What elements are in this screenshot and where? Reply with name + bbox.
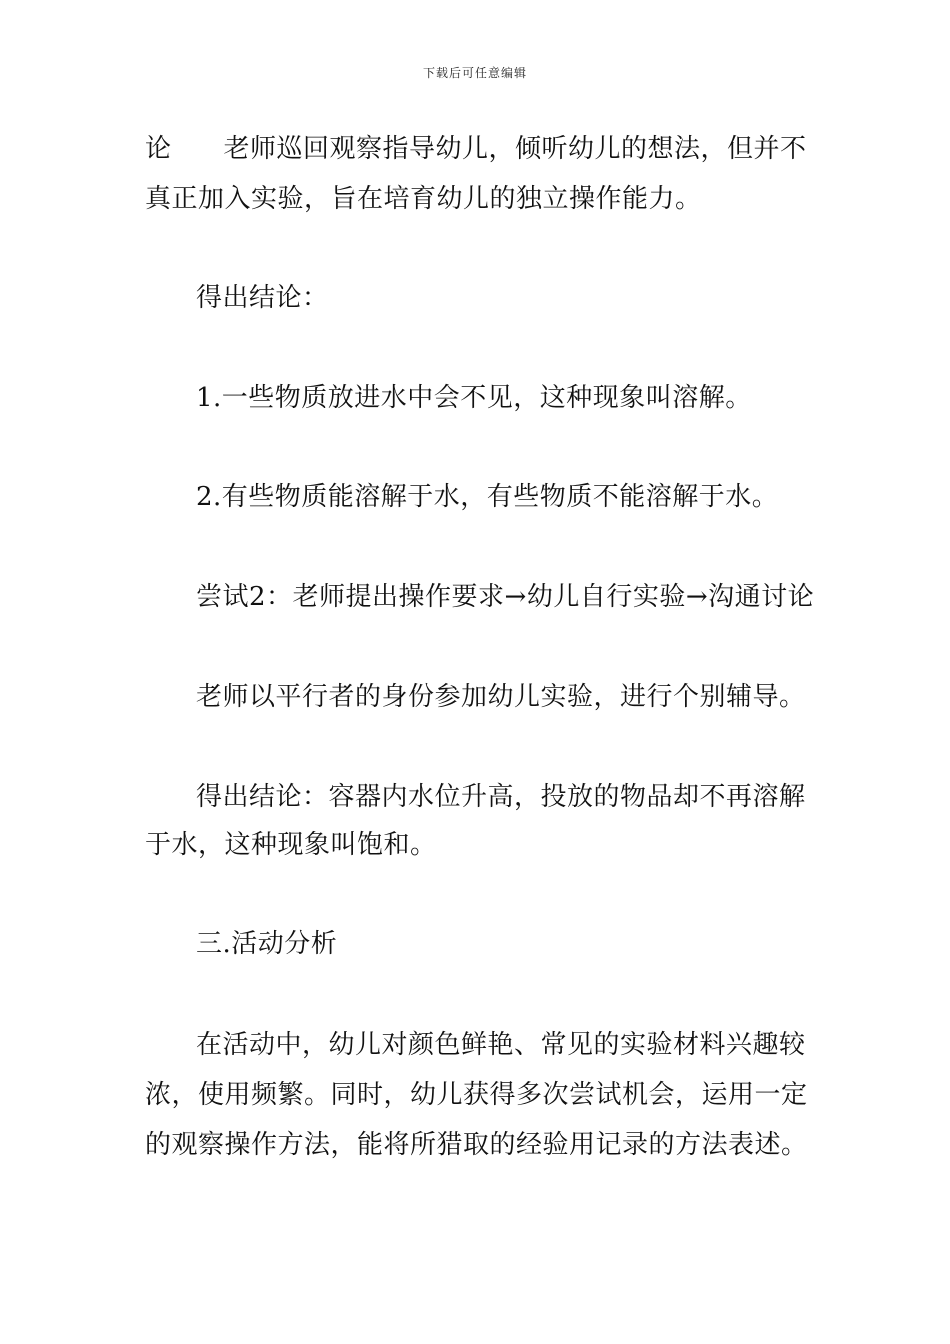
paragraph-1-line-2: 真正加入实验，旨在培育幼儿的独立操作能力。 [145, 184, 702, 214]
conclusion-item-2: 2.有些物质能溶解于水，有些物质不能溶解于水。 [196, 482, 779, 512]
conclusion-2-line-2: 于水，这种现象叫饱和。 [145, 830, 437, 860]
attempt-2-line: 尝试2：老师提出操作要求→幼儿自行实验→沟通讨论 [196, 582, 815, 612]
analysis-line-3: 的观察操作方法，能将所猎取的经验用记录的方法表述。 [145, 1130, 808, 1160]
conclusion-item-1: 1.一些物质放进水中会不见，这种现象叫溶解。 [196, 383, 752, 413]
conclusion-heading-1: 得出结论： [196, 283, 329, 313]
teacher-role-line: 老师以平行者的身份参加幼儿实验，进行个别辅导。 [196, 682, 806, 712]
paragraph-1-line-1-text: 老师巡回观察指导幼儿，倾听幼儿的想法，但并不 [223, 134, 807, 164]
analysis-line-1: 在活动中，幼儿对颜色鲜艳、常见的实验材料兴趣较 [196, 1030, 806, 1060]
conclusion-2-line-1: 得出结论：容器内水位升高，投放的物品却不再溶解 [196, 782, 806, 812]
page-header: 下载后可任意编辑 [422, 66, 527, 80]
section-heading-activity-analysis: 三.活动分析 [196, 929, 338, 959]
analysis-line-2: 浓，使用频繁。同时，幼儿获得多次尝试机会，运用一定 [145, 1080, 808, 1110]
paragraph-1-line-1 [145, 132, 825, 166]
paragraph-1-lead-word: 论 [145, 134, 172, 164]
